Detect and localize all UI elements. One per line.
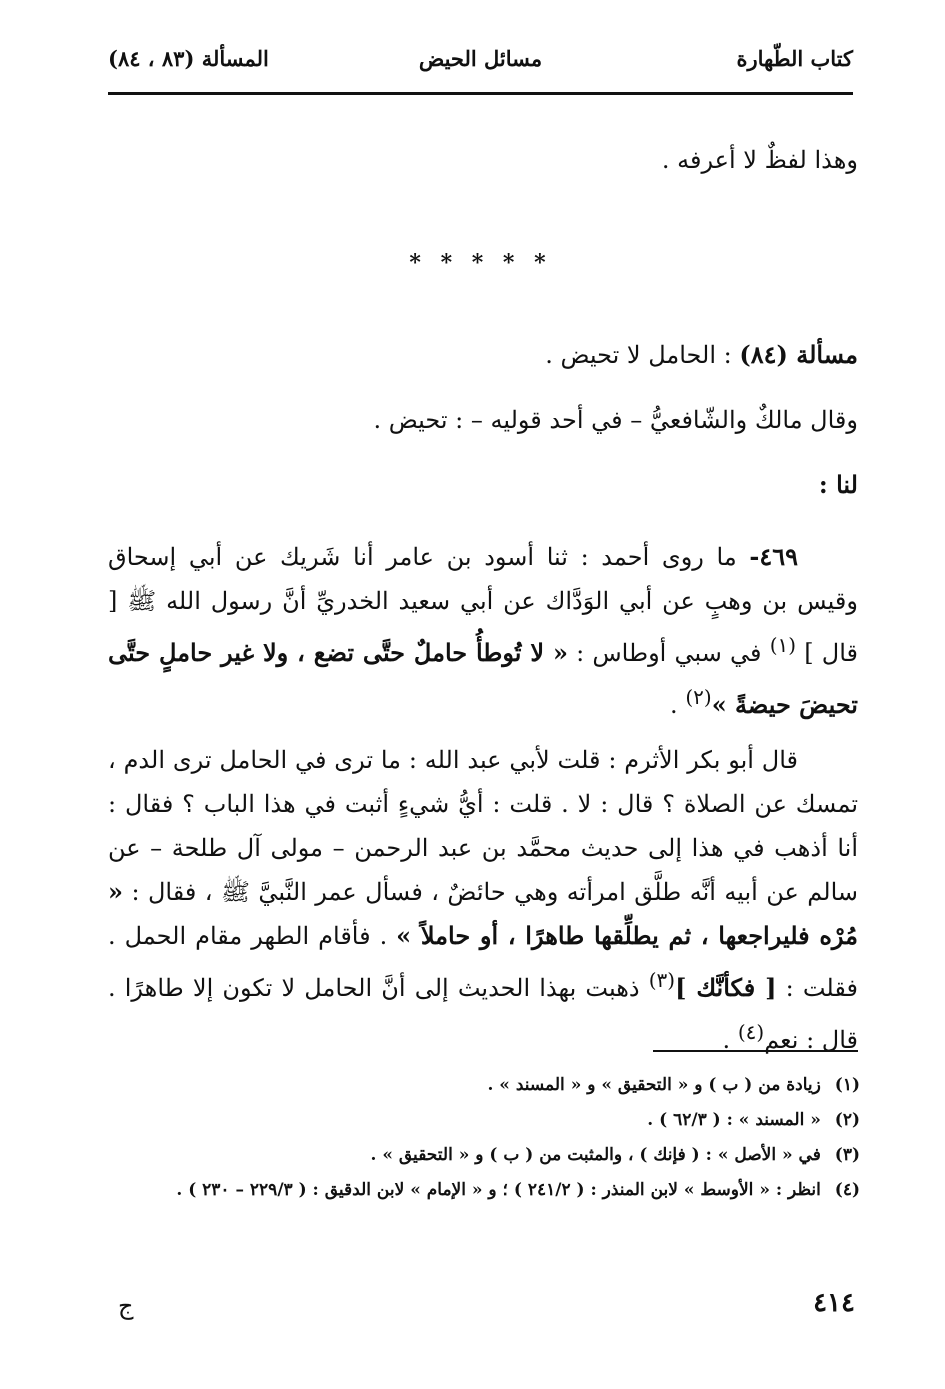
opposing-view-text: وقال مالكٌ والشّافعيُّ – في أحد قوليه – : تحيض . xyxy=(373,406,858,434)
intro-line xyxy=(108,145,918,175)
footnote-rule xyxy=(653,1050,858,1052)
running-header xyxy=(108,40,853,80)
header-rule xyxy=(108,92,853,95)
hadith-number: ٤٦٩- xyxy=(749,542,798,571)
footnote-ref-4: (٤) xyxy=(737,1020,765,1044)
hadith-text-intro: ما روى أحمد : ثنا أسود بن عامر أنا شَريك عن أبي إسحاق وقيس بن وهبٍ عن أبي الوَدَّاك عن أبي سعيد الخدريِّ أنَّ رسول الله ﷺ [ قال ] xyxy=(108,543,858,667)
intro-line-text: وهذا لفظٌ لا أعرفه . xyxy=(661,146,858,174)
issue-label: مسألة (٨٤) xyxy=(739,340,858,369)
hadith-469 xyxy=(108,535,858,727)
hadith-text-middle: في سبي أوطاس : xyxy=(576,639,762,667)
issue-text: : الحامل لا تحيض . xyxy=(545,341,732,369)
evidence-label xyxy=(108,470,918,500)
footnote-item xyxy=(108,1173,860,1208)
athram-text-1: قال أبو بكر الأثرم : قلت لأبي عبد الله : ما ترى في الحامل ترى الدم ، تمسك عن الصلاة ؟ قال : لا . قلت : أيُّ شيءٍ أثبت في هذا الباب ؟ فقال : أنا أذهب في هذا إلى حديث محمَّد بن عبد الرحمن – مولى آل طلحة – عن سالم عن أبيه أنَّه طلَّق امرأته وهي حائضٌ ، فسأل عمر النَّبيَّ ﷺ ، فقال : xyxy=(108,746,858,906)
athram-quote: « مُرْه فليراجعها ، ثم يطلِّقها طاهرًا ، أو حاملاً » xyxy=(108,877,858,950)
opposing-view xyxy=(108,405,918,435)
athram-text-2: . فأقام الطهر مقام الحمل . فقلت : xyxy=(108,922,858,1002)
footnote-number: (١) xyxy=(834,1075,860,1095)
footnote-text: في « الأصل » : ( فإنك ) ، والمثبت من ( ب ) و « التحقيق » . xyxy=(370,1145,821,1165)
footnote-item xyxy=(108,1068,860,1103)
athram-bracket: [ فكأنَّك ] xyxy=(675,973,777,1002)
header-issue-range: المسألة (٨٣ ، ٨٤) xyxy=(108,46,269,71)
athram-text-4: . xyxy=(722,1026,731,1054)
footnote-ref-2: (٢) xyxy=(685,685,712,709)
header-book-title: كتاب الطّهارة xyxy=(736,46,853,71)
hadith-quote: « لا تُوطأُ حاملٌ حتَّى تضع ، ولا غير حاملٍ حتَّى تحيضَ حيضةً » xyxy=(108,638,858,719)
footnote-ref-3: (٣) xyxy=(648,968,676,992)
header-chapter-title: مسائل الحيض xyxy=(418,46,543,71)
footnote-number: (٤) xyxy=(834,1180,860,1200)
signature-mark: ج xyxy=(118,1292,134,1320)
athram-text-3: ذهبت بهذا الحديث إلى أنَّ الحامل لا تكون إلا طاهرًا . قال : نعم xyxy=(108,974,858,1054)
issue-heading xyxy=(108,340,918,370)
footnote-ref-1: (١) xyxy=(769,633,797,657)
footnote-number: (٢) xyxy=(834,1110,860,1130)
footnote-text: انظر : « الأوسط » لابن المنذر : ( ٢٤١/٢ ) ؛ و « الإمام » لابن الدقيق : ( ٢٢٩/٣ – ٢٣٠ ) . xyxy=(176,1180,821,1200)
evidence-label-text: لنا : xyxy=(818,470,858,499)
hadith-text-end: . xyxy=(670,691,678,719)
section-separator: * * * * * xyxy=(409,250,552,276)
page-number: ٤١٤ xyxy=(813,1288,855,1318)
footnote-text: « المسند » : ( ٦٢/٣ ) . xyxy=(647,1110,821,1130)
footnote-item xyxy=(108,1138,860,1173)
athram-paragraph xyxy=(108,738,858,1062)
footnotes xyxy=(108,1068,860,1208)
footnote-text: زيادة من ( ب ) و « التحقيق » و « المسند » . xyxy=(487,1075,821,1095)
footnote-number: (٣) xyxy=(834,1145,860,1165)
footnote-item xyxy=(108,1103,860,1138)
